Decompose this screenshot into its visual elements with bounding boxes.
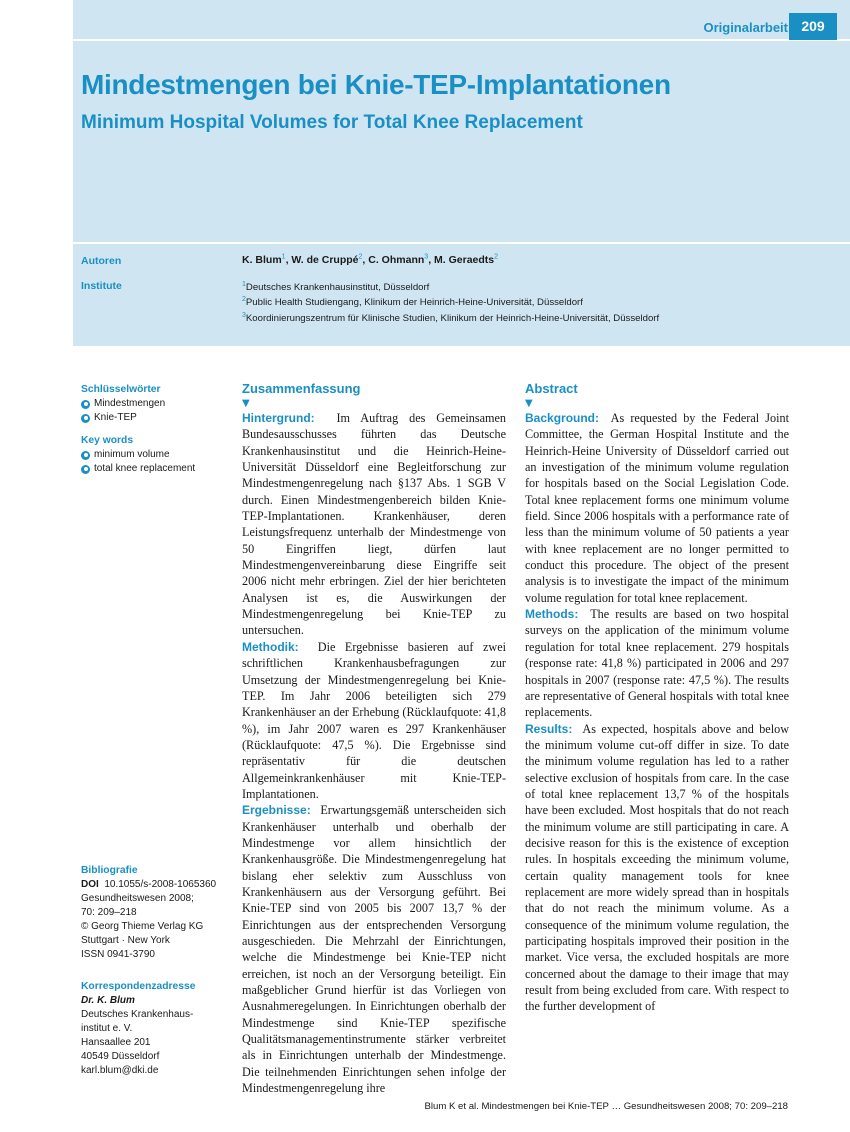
address-line: 40549 Düsseldorf: [81, 1051, 160, 1062]
triangle-down-icon: ▼: [242, 398, 250, 409]
institute-entry: $^1$Deutsches Krankenhausinstitut, Düsseldorf: [242, 281, 430, 294]
correspondence-block: [81, 980, 226, 1078]
abstract-paragraph: Hintergrund: Im Auftrag des Gemeinsamen Bundesausschusses führten das Deutsche Krankenhausinstitut und die Heinrich-Heine-Universität Düsseldorf eine Begleitforschung zur Mindestmengenregelung nach §137 Abs. 1 SGB V durch. Einen Mindestmengenbereich bilden Knie-TEP-Implantationen. Krankenhäuser, deren Leistungsfrequenz unterhalb der Mindestmenge von 50 Eingriffen liegt, dürfen laut Mindestmengenvereinbarung diese Eingriffe seit 2006 nicht mehr erbringen. Ziel der hier berichteten Analysen ist es, die Auswirkungen der Mindestmengenregelung bei Knie-TEP zu untersuchen.: [242, 411, 506, 638]
doi-line: DOI 10.1055/s-2008-1065360: [81, 879, 217, 890]
author-entry: M. Geraedts$^2$: [434, 253, 499, 266]
abstract-paragraph: Methodik: Die Ergebnisse basieren auf zwei schriftlichen Krankenhausbefragungen zur Umsetzung der Mindestmengenregelung bei Knie-TEP. Im Jahr 2006 beteiligten sich 279 Krankenhäuser an der Erhebung (Rücklaufquote: 41,8 %), im Jahr 2007 waren es 297 Krankenhäuser (Rücklaufquote: 47,5 %). Die Ergebnisse sind repräsentativ für die deutschen Allgemeinkrankenhäuser mit Knie-TEP-Implantationen.: [242, 639, 507, 801]
biblio-line: Gesundheitswesen 2008;: [81, 893, 194, 904]
section-label: Originalarbeit: [703, 20, 788, 35]
zusammenfassung-heading: Zusammenfassung: [242, 381, 361, 396]
abstract-column: [525, 380, 789, 1015]
bibliography-block: [81, 864, 226, 962]
institutes-label: Institute: [81, 280, 122, 292]
institute-list: [242, 279, 659, 325]
bibliografie-heading: Bibliografie: [81, 865, 138, 876]
correspondence-name: Dr. K. Blum: [81, 995, 135, 1006]
footer-citation: Blum K et al. Mindestmengen bei Knie-TEP … Gesundheitswesen 2008; 70: 209–218: [424, 1101, 788, 1112]
biblio-line: Stuttgart · New York: [81, 935, 170, 946]
keyword-item: Knie-TEP: [81, 411, 226, 425]
biblio-line: 70: 209–218: [81, 907, 137, 918]
abstract-paragraph: Background: As requested by the Federal Joint Committee, the German Hospital Institute and the Heinrich-Heine University of Düsseldorf carried out an investigation of the minimum volume regulation for hospitals based on the Social Legislation Code. Total knee replacement forms one minimum volume field. Since 2006 hospitals with a performance rate of less than the minimum volume of 50 patients a year with knee replacement are no longer permitted to conduct this procedure. The object of the present analysis is to investigate the impact of the minimum volume regulation for total knee replacement.: [525, 411, 789, 605]
circle-bullet-icon: [81, 451, 90, 460]
circle-bullet-icon: [81, 465, 90, 474]
address-line: Deutsches Krankenhaus-: [81, 1009, 194, 1020]
page-subtitle: Minimum Hospital Volumes for Total Knee Replacement: [81, 112, 583, 133]
circle-bullet-icon: [81, 400, 90, 409]
keyword-item: Mindestmengen: [81, 397, 226, 411]
keywords-block: [81, 383, 226, 476]
author-entry: W. de Cruppé$^2$,: [291, 253, 369, 266]
keyword-item: total knee replacement: [81, 462, 226, 476]
biblio-line: ISSN 0941-3790: [81, 949, 155, 960]
author-entry: K. Blum$^1$,: [242, 253, 292, 266]
institute-entry: $^2$Public Health Studiengang, Klinikum der Heinrich-Heine-Universität, Düsseldorf: [242, 296, 583, 309]
abstract-paragraph: Methods: The results are based on two hospital surveys on the application of the minimum volume regulation for total knee replacement. 279 hospitals (response rate: 41,8 %) participated in 2006 and 297 hospitals in 2007 (response rate: 47,5 %). The results are representative of General hospitals with total knee replacements.: [525, 607, 789, 720]
authors-label: Autoren: [81, 255, 122, 267]
page-number: 209: [789, 13, 837, 40]
email-line: karl.blum@dki.de: [81, 1065, 159, 1076]
header-divider: [73, 39, 850, 41]
zusammenfassung-column: [242, 380, 506, 1096]
page-title: Mindestmengen bei Knie-TEP-Implantationen: [81, 69, 671, 100]
institute-entry: $^3$Koordinierungszentrum für Klinische Studien, Klinikum der Heinrich-Heine-Universität, Düsseldorf: [242, 311, 660, 325]
abstract-heading: Abstract: [525, 381, 578, 396]
address-line: institut e. V.: [81, 1023, 133, 1034]
keywords-heading: Key words: [81, 435, 134, 446]
author-entry: C. Ohmann$^3$,: [368, 253, 435, 266]
abstract-paragraph: Ergebnisse: Erwartungsgemäß unterscheiden sich Krankenhäuser unterhalb und oberhalb der Mindestmenge vor allem hinsichtlich der Krankenhausgröße. Die Mindestmengenregelung hat bislang eher selektiv zum Ausschluss von Krankenhäusern aus der Versorgung geführt. Bei Knie-TEP sind von 2005 bis 2007 13,7 % der Einrichtungen aus der entsprechenden Versorgung ausgeschieden. Die Mehrzahl der Einrichtungen, welche die Mindestmenge bei Knie-TEP nicht erreichen, ist noch an der Versorgung beteiligt. Ein maßgeblicher Grund hierfür ist das Vorliegen von Ausnahmeregelungen. In Einrichtungen oberhalb der Mindestmenge sind Knie-TEP spezifische Qualitätsmanagementinstrumente stärker verbreitet als in Einrichtungen unterhalb der Mindestmenge. Die teilnehmenden Einrichtungen sehen infolge der Mindestmengenregelung ihre: [242, 803, 506, 1096]
abstract-paragraph: Results: As expected, hospitals above and below the minimum volume cut-off differ in size. To date the minimum volume regulation has led to a rather selective exclusion of hospitals from care. In the case of total knee replacement 13,7 % of the hospitals have been excluded. Most hospitals that do not reach the minimum volume are still participating in care. A decisive reason for this is the existence of exception rules. In hospitals exceeding the minimum volume, certain quality management tools for knee replacement are more widely spread than in hospitals that do not reach the minimum volume. As a consequence of the minimum volume regulation, the participating hospitals improved their position in the market. Vice versa, the excluded hospitals are more concerned about the damage to their image that may result from being excluded from care. With respect to the further development of: [525, 721, 789, 1014]
biblio-line: © Georg Thieme Verlag KG: [81, 921, 204, 932]
meta-divider: [73, 242, 850, 244]
author-list: [242, 253, 498, 266]
triangle-down-icon: ▼: [525, 398, 533, 409]
address-line: Hansaallee 201: [81, 1037, 151, 1048]
circle-bullet-icon: [81, 414, 90, 423]
schluesselwoerter-heading: Schlüsselwörter: [81, 384, 161, 395]
keyword-item: minimum volume: [81, 448, 226, 462]
korrespondenz-heading: Korrespondenzadresse: [81, 981, 196, 992]
